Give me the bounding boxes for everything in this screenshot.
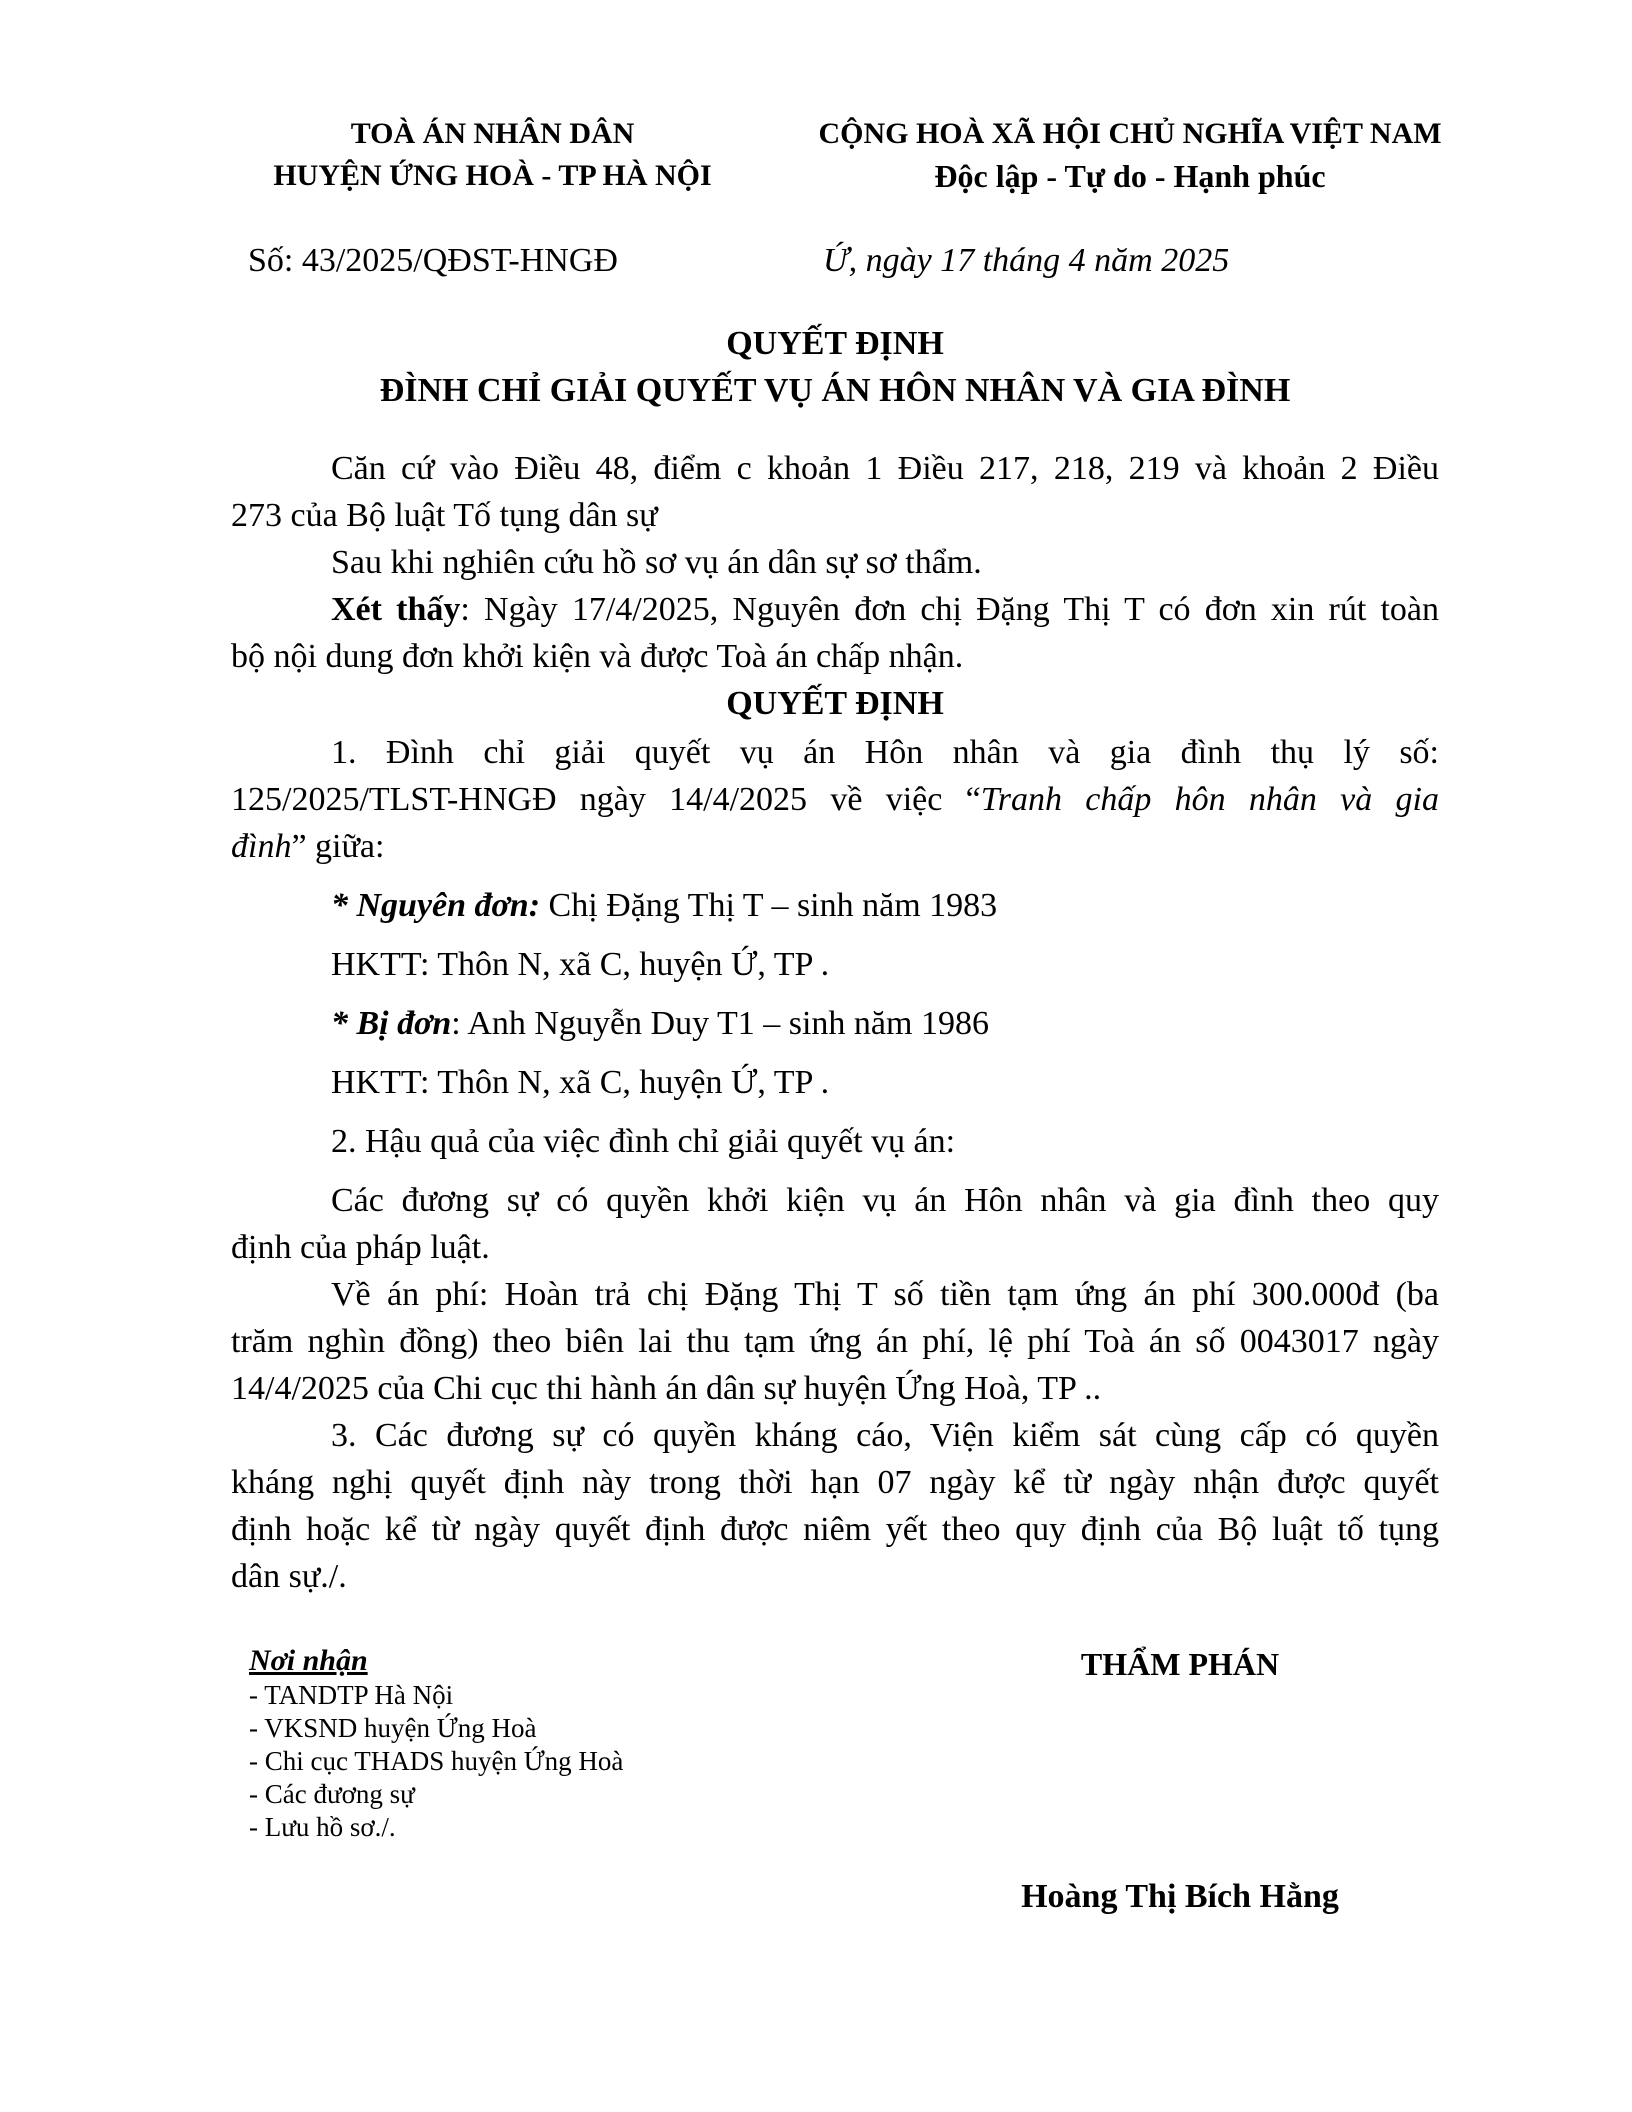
national-motto [760, 113, 1500, 197]
document-body [231, 445, 1439, 1600]
item1-line-2 [231, 776, 1439, 823]
signer-name: Hoàng Thị Bích Hằng [1021, 1878, 1339, 1915]
item1-line-1: 1. Đình chỉ giải quyết vụ án Hôn nhân và gia đình thụ lý số: [331, 734, 1439, 771]
legal-basis-line-1: Căn cứ vào Điều 48, điểm c khoản 1 Điều 217, 218, 219 và khoản 2 Điều [331, 450, 1439, 487]
plaintiff [231, 882, 1439, 929]
recipient-item: - VKSND huyện Ứng Hoà [249, 1713, 537, 1743]
consideration-line-2: bộ nội dung đơn khởi kiện và được Toà án chấp nhận. [231, 638, 964, 675]
title-line-1: QUYẾT ĐỊNH [726, 325, 944, 362]
plaintiff-address: HKTT: Thôn N, xã C, huyện Ứ, TP . [331, 946, 830, 983]
plaintiff-value: Chị Đặng Thị T – sinh năm 1983 [540, 887, 998, 924]
recipient-item: - Các đương sự [249, 1779, 415, 1809]
item1-line-2-text: 125/2025/TLST-HNGĐ ngày 14/4/2025 về việc “ [231, 781, 981, 818]
rights-line-1: Các đương sự có quyền khởi kiện vụ án Hôn nhân và gia đình theo quy [331, 1182, 1439, 1219]
item1-line-3-text: ” giữa: [291, 828, 385, 865]
dispute-type: Tranh chấp hôn nhân và gia [980, 781, 1439, 818]
signature-title: THẨM PHÁN [1080, 1646, 1280, 1682]
consider-label: Xét thấy [331, 591, 461, 628]
item2-heading: 2. Hậu quả của việc đình chỉ giải quyết vụ án: [331, 1123, 956, 1160]
motto: Độc lập - Tự do - Hạnh phúc [934, 158, 1326, 194]
legal-basis-line-2: 273 của Bộ luật Tố tụng dân sự [231, 497, 658, 534]
item3-line-1: 3. Các đương sự có quyền kháng cáo, Viện kiểm sát cùng cấp có quyền [331, 1417, 1439, 1454]
item3-line-3: định hoặc kể từ ngày quyết định được niêm yết theo quy định của Bộ luật tố tụng [231, 1511, 1439, 1548]
court-name [230, 113, 755, 197]
recipient-item: - Chi cục THADS huyện Ứng Hoà [249, 1746, 624, 1776]
document-number: Số: 43/2025/QĐST-HNGĐ [248, 242, 618, 279]
document-title [230, 320, 1440, 414]
recipient-item: - TANDTP Hà Nội [249, 1680, 454, 1710]
research-statement: Sau khi nghiên cứu hồ sơ vụ án dân sự sơ thẩm. [331, 544, 982, 581]
fee-line-3: 14/4/2025 của Chi cục thi hành án dân sự huyện Ứng Hoà, TP .. [231, 1370, 1102, 1407]
fee-line-2: trăm nghìn đồng) theo biên lai thu tạm ứng án phí, lệ phí Toà án số 0043017 ngày [231, 1323, 1439, 1360]
item1-line-3 [231, 823, 1439, 870]
rights-line-2: định của pháp luật. [231, 1229, 490, 1266]
recipients-block [249, 1643, 623, 1844]
court-line-2: HUYỆN ỨNG HOÀ - TP HÀ NỘI [273, 159, 712, 192]
dispute-type-end: đình [231, 828, 292, 865]
place-date: Ứ, ngày 17 tháng 4 năm 2025 [823, 242, 1230, 279]
defendant-label: * Bị đơn [331, 1005, 452, 1042]
decision-heading: QUYẾT ĐỊNH [726, 685, 944, 722]
defendant-address: HKTT: Thôn N, xã C, huyện Ứ, TP . [331, 1064, 830, 1101]
consider-text: : Ngày 17/4/2025, Nguyên đơn chị Đặng Thị T có đơn xin rút toàn [460, 591, 1439, 628]
recipients-label: Nơi nhận [249, 1644, 368, 1677]
recipient-item: - Lưu hồ sơ./. [249, 1812, 396, 1842]
item3-line-2: kháng nghị quyết định này trong thời hạn 07 ngày kể từ ngày nhận được quyết [231, 1464, 1439, 1501]
fee-line-1: Về án phí: Hoàn trả chị Đặng Thị T số tiền tạm ứng án phí 300.000đ (ba [331, 1276, 1439, 1313]
item3-line-4: dân sự./. [231, 1558, 347, 1595]
nation-name: CỘNG HOÀ XÃ HỘI CHỦ NGHĨA VIỆT NAM [818, 117, 1442, 150]
plaintiff-label: * Nguyên đơn: [331, 887, 541, 924]
defendant-value: : Anh Nguyễn Duy T1 – sinh năm 1986 [451, 1005, 989, 1042]
title-line-2: ĐÌNH CHỈ GIẢI QUYẾT VỤ ÁN HÔN NHÂN VÀ GIA ĐÌNH [379, 372, 1291, 409]
court-line-1: TOÀ ÁN NHÂN DÂN [350, 117, 635, 150]
defendant [231, 1000, 1439, 1047]
consideration-line-1 [231, 586, 1439, 633]
